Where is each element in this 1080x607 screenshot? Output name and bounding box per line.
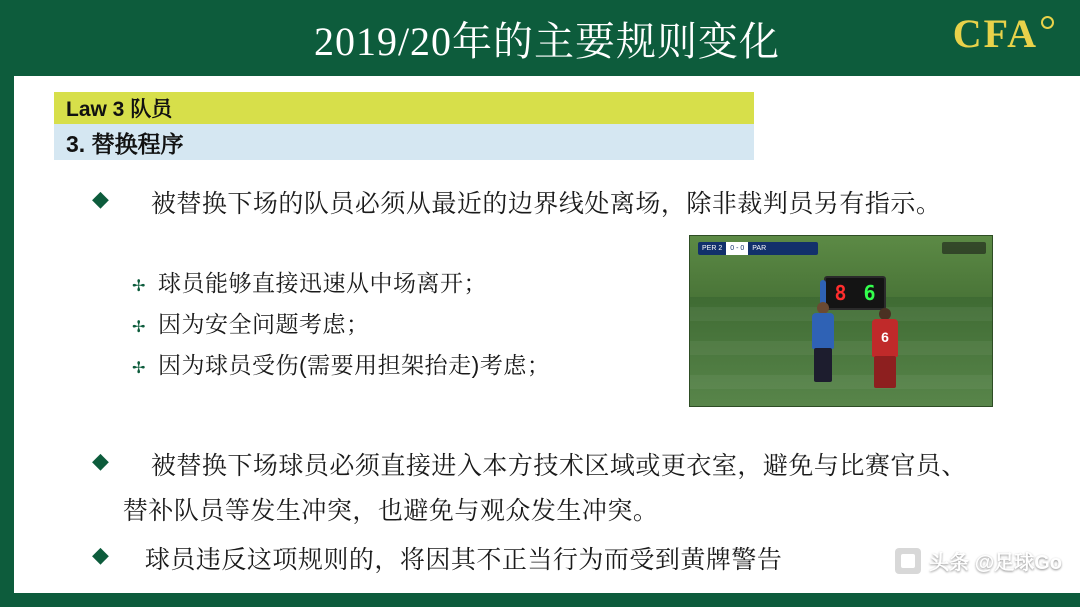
bullet-item-1 <box>92 182 972 227</box>
watermark <box>895 546 1062 575</box>
diamond-bullet-icon: ◆ <box>92 542 109 567</box>
substitution-photo <box>690 236 992 406</box>
sub-bullet-list <box>132 268 652 391</box>
cfa-logo-text: CFA <box>952 11 1038 56</box>
player-figure <box>868 308 902 388</box>
scorebug-team-right: PAR <box>752 245 767 252</box>
official-body <box>812 313 834 349</box>
bullet-text-2: 被替换下场球员必须直接进入本方技术区域或更衣室，避免与比赛官员、替补队员等发生冲突，也避免与观众发生冲突。 <box>122 452 967 525</box>
player-body <box>872 319 898 357</box>
cross-bullet-icon: ✢ <box>132 360 146 377</box>
law-band-label: Law 3 队员 <box>66 98 173 121</box>
sub-bullet-text-1: 球员能够直接迅速从中场离开； <box>158 270 487 296</box>
section-band-label: 3. 替换程序 <box>66 130 184 157</box>
soccer-ball-icon <box>1041 16 1054 29</box>
page-title: 2019/20年的主要规则变化 <box>313 18 781 64</box>
scorebug-score: 0 - 0 <box>726 242 748 255</box>
diamond-bullet-icon: ◆ <box>92 448 109 473</box>
diamond-bullet-icon: ◆ <box>92 186 109 211</box>
list-item <box>132 309 652 339</box>
pitch-lower <box>690 297 992 406</box>
broadcast-channel-logo <box>942 242 986 254</box>
player-jersey-number: 6 <box>881 329 889 345</box>
list-item <box>132 268 652 298</box>
slide-content <box>14 76 1080 593</box>
cross-bullet-icon: ✢ <box>132 319 146 336</box>
official-legs <box>814 348 832 382</box>
cfa-logo <box>953 12 1054 56</box>
board-number-in: 6 <box>863 281 876 305</box>
bullet-item-2 <box>92 444 992 534</box>
sub-bullet-text-3: 因为球员受伤(需要用担架抬走)考虑； <box>158 352 551 378</box>
fourth-official-figure <box>808 302 838 384</box>
board-number-out: 8 <box>834 281 847 305</box>
law-band <box>54 92 754 124</box>
watermark-text: 头条 @足球Go <box>929 552 1062 574</box>
player-legs <box>874 356 896 388</box>
section-band <box>54 124 754 160</box>
sub-bullet-text-2: 因为安全问题考虑； <box>158 311 370 337</box>
list-item <box>132 350 652 380</box>
slide-header <box>14 0 1080 76</box>
broadcast-scorebug <box>698 242 818 255</box>
cross-bullet-icon: ✢ <box>132 278 146 295</box>
watermark-badge-icon <box>895 548 921 574</box>
scorebug-team-left: PER 2 <box>702 245 723 252</box>
bullet-text-3: 球员违反这项规则的，将因其不正当行为而受到黄牌警告 <box>144 546 783 574</box>
bullet-item-3 <box>92 538 992 583</box>
bullet-text-1: 被替换下场的队员必须从最近的边界线处离场，除非裁判员另有指示。 <box>150 190 942 218</box>
